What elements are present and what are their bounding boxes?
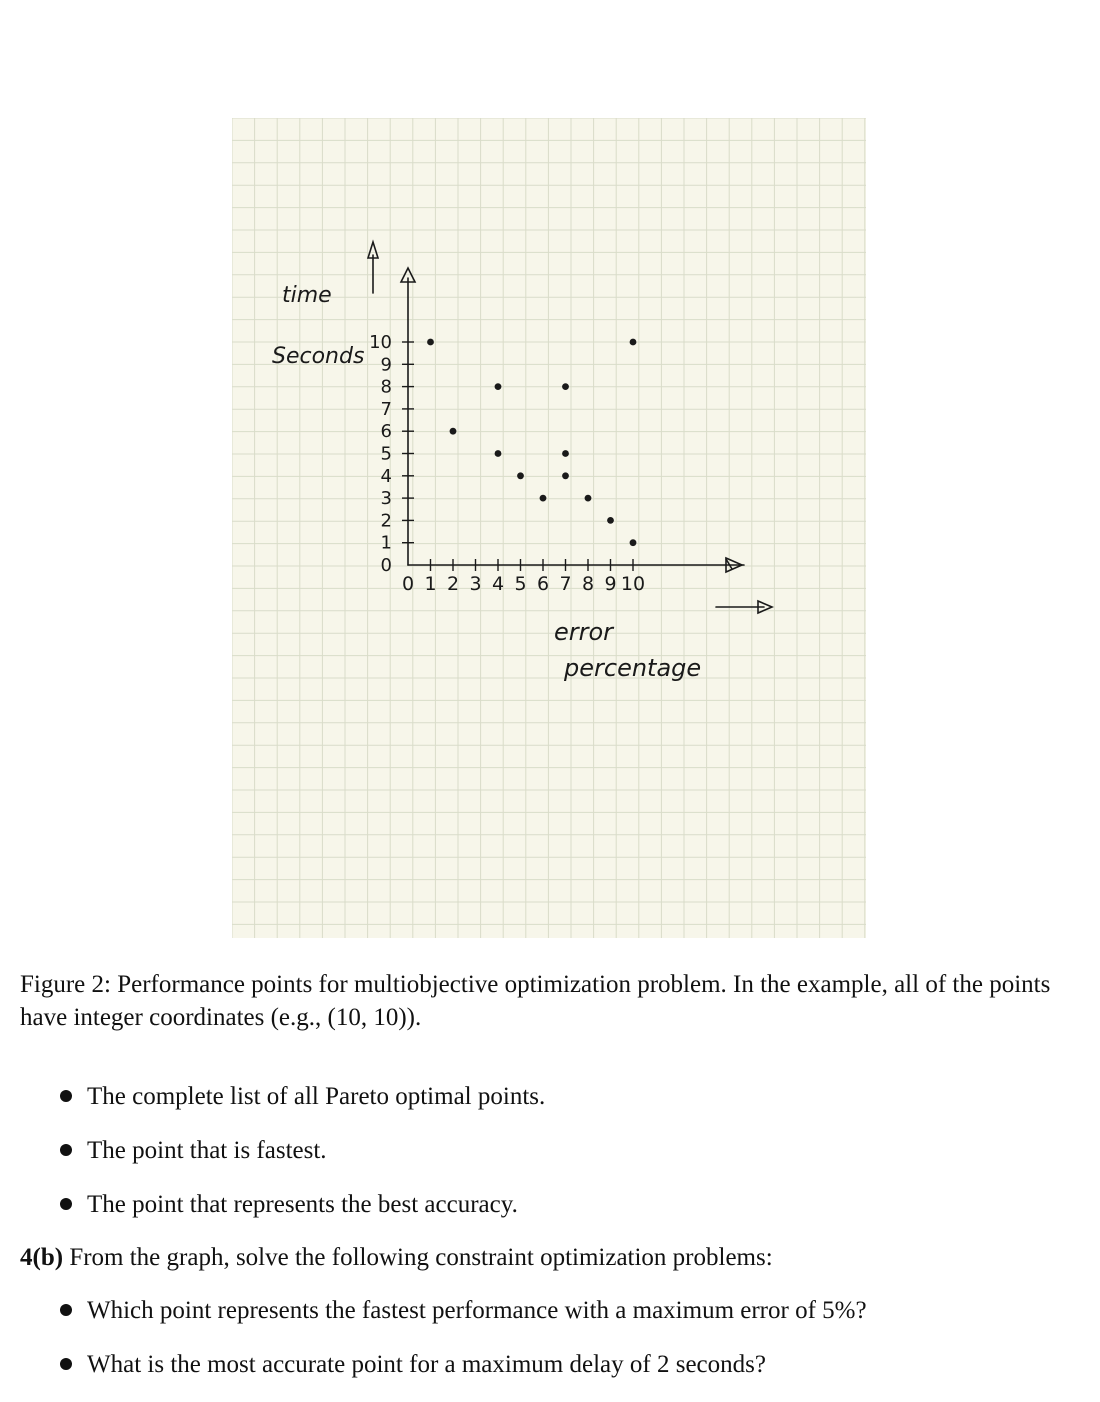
x-label-line2: percentage — [564, 654, 702, 682]
constraint-question-list — [20, 1294, 867, 1402]
y-tick-label: 6 — [380, 421, 392, 443]
figure-graph-paper — [232, 118, 866, 938]
list-item — [20, 1080, 545, 1134]
scatter-chart — [232, 118, 866, 938]
data-point — [540, 495, 547, 502]
data-point — [450, 428, 457, 435]
list-item-text: The complete list of all Pareto optimal points. — [87, 1083, 546, 1110]
data-point — [427, 339, 434, 346]
data-point — [585, 495, 592, 502]
bullet-icon — [60, 1144, 72, 1156]
data-point — [495, 450, 502, 457]
list-item-text: What is the most accurate point for a maximum delay of 2 seconds? — [87, 1351, 766, 1378]
x-tick-label: 6 — [536, 573, 550, 595]
y-tick-label: 9 — [380, 354, 392, 376]
list-item — [20, 1188, 545, 1242]
x-tick-label: 1 — [424, 573, 437, 595]
question-label: 4(b) — [20, 1244, 64, 1271]
bullet-icon — [60, 1358, 72, 1370]
list-item — [20, 1294, 867, 1348]
data-point — [562, 472, 569, 479]
y-tick-label: 7 — [380, 398, 392, 420]
bullet-icon — [60, 1198, 72, 1210]
x-tick-label: 4 — [491, 573, 505, 595]
data-point — [517, 472, 524, 479]
y-tick-label: 4 — [380, 465, 392, 487]
x-tick-label: 5 — [514, 573, 527, 595]
list-item-text: The point that represents the best accuracy. — [87, 1191, 518, 1218]
bullet-icon — [60, 1304, 72, 1316]
bullet-icon — [60, 1090, 72, 1102]
list-item-text: Which point represents the fastest performance with a maximum error of 5%? — [87, 1297, 867, 1324]
y-label-line1: time — [282, 283, 332, 308]
y-tick-label: 0 — [380, 555, 392, 576]
y-label-line2: Seconds — [272, 344, 365, 369]
y-tick-label: 8 — [380, 376, 392, 398]
pareto-question-list — [20, 1080, 545, 1242]
data-point — [630, 539, 637, 546]
data-point — [562, 383, 569, 390]
y-tick-label: 2 — [380, 510, 392, 532]
data-point — [607, 517, 614, 524]
list-item — [20, 1134, 545, 1188]
x-tick-label: 9 — [604, 573, 617, 595]
y-tick-label: 5 — [380, 443, 392, 465]
x-tick-label: 3 — [469, 573, 482, 595]
question-4b — [20, 1241, 773, 1274]
figure-caption: Figure 2: Performance points for multiobjective optimization problem. In the example, all of the points have integer coordinates (e.g., (10, 10)). — [20, 971, 1051, 1031]
data-point — [495, 383, 502, 390]
x-tick-label: 7 — [559, 573, 572, 595]
question-text: From the graph, solve the following constraint optimization problems: — [69, 1244, 773, 1271]
x-label-line1: error — [554, 618, 614, 646]
list-item-text: The point that is fastest. — [87, 1137, 327, 1164]
x-tick-label: 10 — [620, 573, 646, 595]
y-tick-label: 1 — [380, 532, 392, 554]
x-tick-label: 0 — [401, 573, 415, 595]
data-point — [630, 339, 637, 346]
y-tick-label: 3 — [380, 488, 392, 510]
y-tick-label: 10 — [369, 332, 392, 353]
x-tick-label: 8 — [581, 573, 595, 595]
x-tick-label: 2 — [446, 573, 460, 595]
paper-background — [232, 118, 866, 938]
data-point — [562, 450, 569, 457]
list-item — [20, 1348, 867, 1402]
